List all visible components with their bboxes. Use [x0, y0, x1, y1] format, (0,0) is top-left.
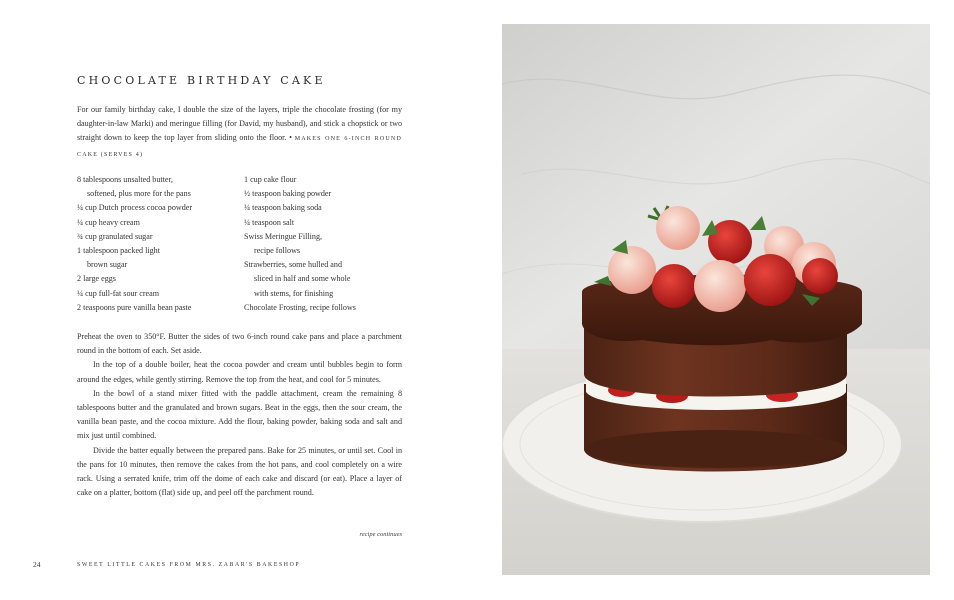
- ingredient-line: Strawberries, some hulled and: [244, 260, 342, 270]
- ingredient-line: ¼ teaspoon salt: [244, 217, 295, 227]
- ingredient-line: ¾ cup granulated sugar: [77, 231, 153, 241]
- method-paragraph: In the top of a double boiler, heat the cocoa powder and cream until bubbles begin to form around the edges, while gently stirring. Remove the top from the heat, and cool for 5 minutes.: [77, 360, 402, 384]
- recipe-method: [77, 330, 402, 500]
- ingredient-line: sliced in half and some whole: [254, 274, 351, 284]
- ingredient-line: recipe follows: [254, 246, 301, 256]
- ingredient-line: 2 teaspoons pure vanilla bean paste: [77, 302, 192, 312]
- running-footer: SWEET LITTLE CAKES FROM MRS. ZABAR'S BAKESHOP: [77, 562, 301, 568]
- cake-photo: [502, 24, 930, 575]
- ingredient-line: with stems, for finishing: [254, 288, 334, 298]
- ingredient-line: ¼ teaspoon baking soda: [244, 203, 322, 213]
- ingredient-line: brown sugar: [87, 260, 128, 270]
- ingredient-line: softened, plus more for the pans: [87, 189, 191, 199]
- ingredients-column-left: [77, 173, 237, 315]
- recipe-yield: MAKES ONE 6-INCH ROUND CAKE (SERVES 4): [77, 136, 403, 158]
- recipe-continues-note: recipe continues: [359, 531, 402, 538]
- page-number: 24: [33, 560, 41, 569]
- ingredient-line: 1 tablespoon packed light: [77, 246, 160, 256]
- left-page: [0, 0, 470, 600]
- intro-text: For our family birthday cake, I double the size of the layers, triple the chocolate frosting (for my daughter-in-law Marki) and meringue filling (for David, my husband), and stick a chopstick or two straight down to keep the top layer from sliding onto the floor. •: [77, 105, 402, 143]
- ingredient-line: ¼ cup heavy cream: [77, 217, 140, 227]
- method-paragraph: In the bowl of a stand mixer fitted with the paddle attachment, cream the remaining 8 tablespoons butter and the granulated and brown sugars. Beat in the eggs, then the sour cream, the vanilla bean paste, and the cocoa mixture. Add the flour, baking powder, baking soda and salt and mix just until combined.: [77, 388, 402, 441]
- ingredient-line: ¼ cup Dutch process cocoa powder: [77, 203, 193, 213]
- ingredient-line: ¼ cup full-fat sour cream: [77, 288, 160, 298]
- recipe-intro: [77, 103, 402, 162]
- ingredients-column-right: [244, 173, 404, 315]
- ingredient-line: Chocolate Frosting, recipe follows: [244, 302, 356, 312]
- ingredient-line: Swiss Meringue Filling,: [244, 231, 323, 241]
- ingredient-line: 2 large eggs: [77, 274, 116, 284]
- recipe-title: CHOCOLATE BIRTHDAY CAKE: [77, 74, 326, 87]
- ingredient-line: 1 cup cake flour: [244, 175, 297, 184]
- ingredient-line: ½ teaspoon baking powder: [244, 189, 332, 199]
- ingredient-line: 8 tablespoons unsalted butter,: [77, 175, 173, 184]
- method-paragraph: Divide the batter equally between the prepared pans. Bake for 25 minutes, or until set. Cool in the pans for 10 minutes, then remove the cakes from the hot pans, and cool completely on a wire rack. Using a serrated knife, trim off the dome of each cake and discard (or eat). Place a layer of cake on a platter, bottom (flat) side up, and peel off the parchment round.: [77, 445, 402, 498]
- method-paragraph: Preheat the oven to 350°F. Butter the sides of two 6-inch round cake pans and place a parchment round in the bottom of each. Set aside.: [77, 332, 402, 356]
